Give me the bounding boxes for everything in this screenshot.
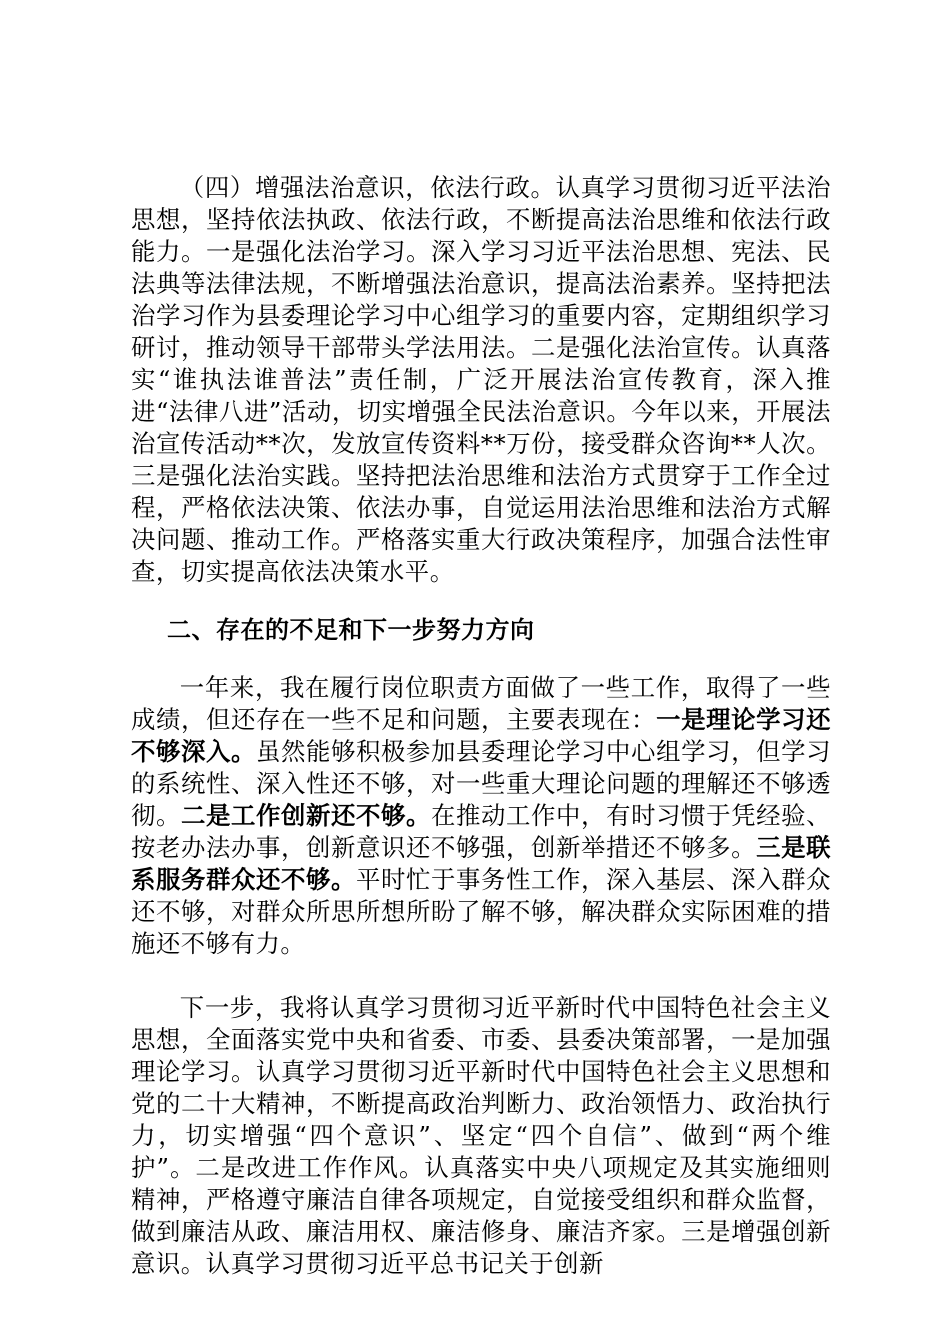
shortcoming-3-text: 平时忙于事务性工作，深入基层、深入群众还不够，对群众所思所想所盼了解不够，解决群众实际困难的措施还不够有力。: [131, 865, 831, 958]
shortcoming-2-title: 二是工作创新还不够。: [181, 801, 432, 830]
paragraph-shortcomings: [131, 672, 831, 960]
shortcoming-1-title: 一是理论学习还不够深入。: [131, 705, 831, 766]
paragraph-rule-of-law: （四）增强法治意识，依法行政。认真学习贯彻习近平法治思想，坚持依法执政、依法行政，不断提高法治思维和依法行政能力。一是强化法治学习。深入学习习近平法治思想、宪法、民法典等法律法规，不断增强法治意识，提高法治素养。坚持把法治学习作为县委理论学习中心组学习的重要内容，定期组织学习研讨，推动领导干部带头学法用法。二是强化法治宣传。认真落实“谁执法谁普法”责任制，广泛开展法治宣传教育，深入推进“法律八进”活动，切实增强全民法治意识。今年以来，开展法治宣传活动**次，发放宣传资料**万份，接受群众咨询**人次。三是强化法治实践。坚持把法治思维和法治方式贯穿于工作全过程，严格依法决策、依法办事，自觉运用法治思维和法治方式解决问题、推动工作。严格落实重大行政决策程序，加强合法性审查，切实提高依法决策水平。: [131, 173, 831, 586]
section-heading-shortcomings: 二、存在的不足和下一步努力方向: [167, 616, 535, 644]
document-body: [131, 172, 831, 1280]
shortcoming-2-text: 在推动工作中，有时习惯于凭经验、按老办法办事，创新意识还不够强，创新举措还不够多。: [131, 801, 831, 862]
shortcomings-intro: 一年来，我在履行岗位职责方面做了一些工作，取得了一些成绩，但还存在一些不足和问题，主要表现在：: [131, 673, 831, 734]
shortcoming-3-title: 三是联系服务群众还不够。: [131, 833, 831, 894]
shortcoming-1-text: 虽然能够积极参加县委理论学习中心组学习，但学习的系统性、深入性还不够，对一些重大理论问题的理解还不够透彻。: [131, 737, 831, 830]
paragraph-next-steps: 下一步，我将认真学习贯彻习近平新时代中国特色社会主义思想，全面落实党中央和省委、市委、县委决策部署，一是加强理论学习。认真学习贯彻习近平新时代中国特色社会主义思想和党的二十大精神，不断提高政治判断力、政治领悟力、政治执行力，切实增强“四个意识”、坚定“四个自信”、做到“两个维护”。二是改进工作作风。认真落实中央八项规定及其实施细则精神，严格遵守廉洁自律各项规定，自觉接受组织和群众监督，做到廉洁从政、廉洁用权、廉洁修身、廉洁齐家。三是增强创新意识。认真学习贯彻习近平总书记关于创新: [131, 993, 831, 1278]
